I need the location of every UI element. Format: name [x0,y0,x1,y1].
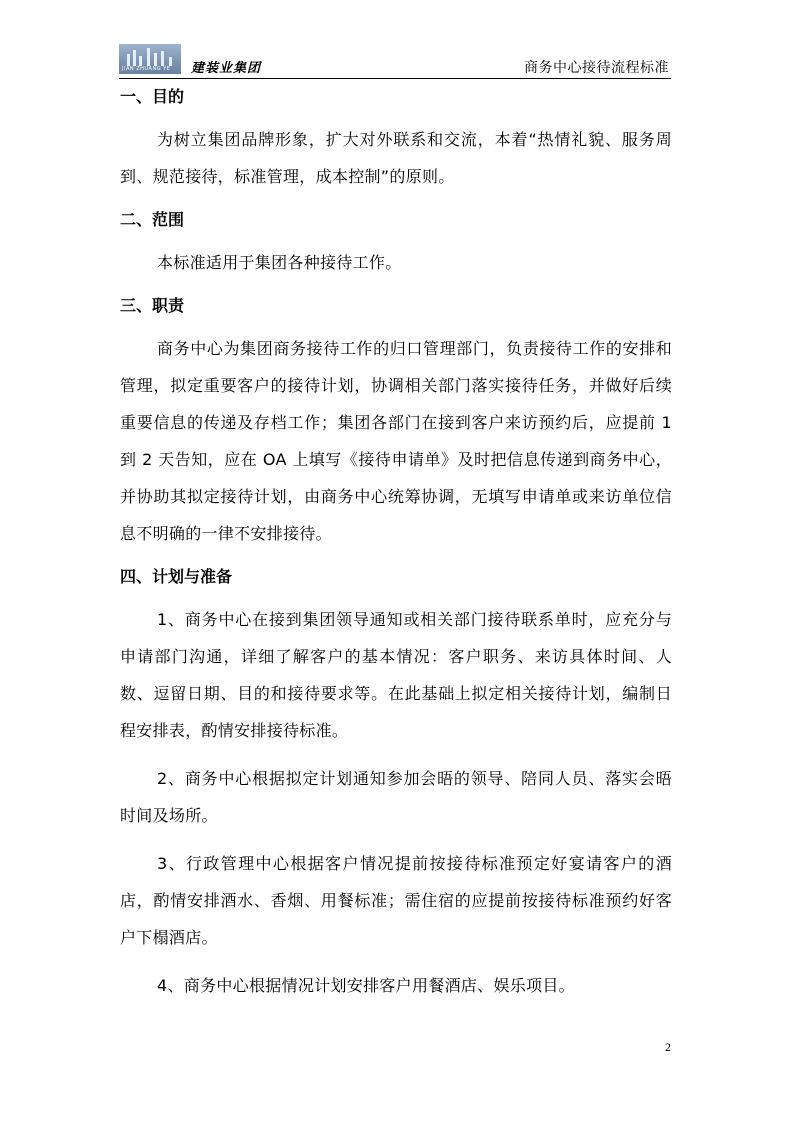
page-header [119,40,671,79]
paragraph: 1、商务中心在接到集团领导通知或相关部门接待联系单时，应充分与申请部门沟通，详细了解客户的基本情况：客户职务、来访具体时间、人数、逗留日期、目的和接待要求等。在此基础上拟定相关接待计划，编制日程安排表，酌情安排接待标准。 [120,610,672,740]
paragraph: 4、商务中心根据情况计划安排客户用餐酒店、娱乐项目。 [157,976,575,995]
logo-caption: JIAN ZHUANG YE [122,66,171,72]
paragraph: 为树立集团品牌形象，扩大对外联系和交流，本着“热情礼貌、服务周到、规范接待，标准管理，成本控制”的原则。 [120,130,672,186]
section-heading-scope: 二、范围 [120,210,185,229]
section-heading-duties: 三、职责 [120,296,185,315]
company-name: 建装业集团 [191,61,262,76]
paragraph: 本标准适用于集团各种接待工作。 [157,253,402,272]
paragraph: 2、商务中心根据拟定计划通知参加会晤的领导、陪同人员、落实会晤时间及场所。 [120,769,672,825]
section-heading-plan: 四、计划与准备 [120,567,233,586]
company-logo [119,44,181,74]
page-number: 2 [665,1040,671,1054]
paragraph: 3、行政管理中心根据客户情况提前按接待标准预定好宴请客户的酒店，酌情安排酒水、香烟、用餐标准；需住宿的应提前按接待标准预约好客户下榻酒店。 [120,854,672,947]
document-body [120,83,672,1004]
paragraph: 商务中心为集团商务接待工作的归口管理部门，负责接待工作的安排和管理，拟定重要客户的接待计划，协调相关部门落实接待任务，并做好后续重要信息的传递及存档工作；集团各部门在接到客户来访预约后，应提前 1 到 2 天告知，应在 OA 上填写《接待申请单》及时把信息传递到商务中心，并协助其拟定接待计划，由商务中心统筹协调，无填写申请单或来访单位信息不明确的一律不安排接待。 [120,339,672,543]
section-heading-purpose: 一、目的 [120,87,185,106]
document-title: 商务中心接待流程标准 [524,60,669,76]
